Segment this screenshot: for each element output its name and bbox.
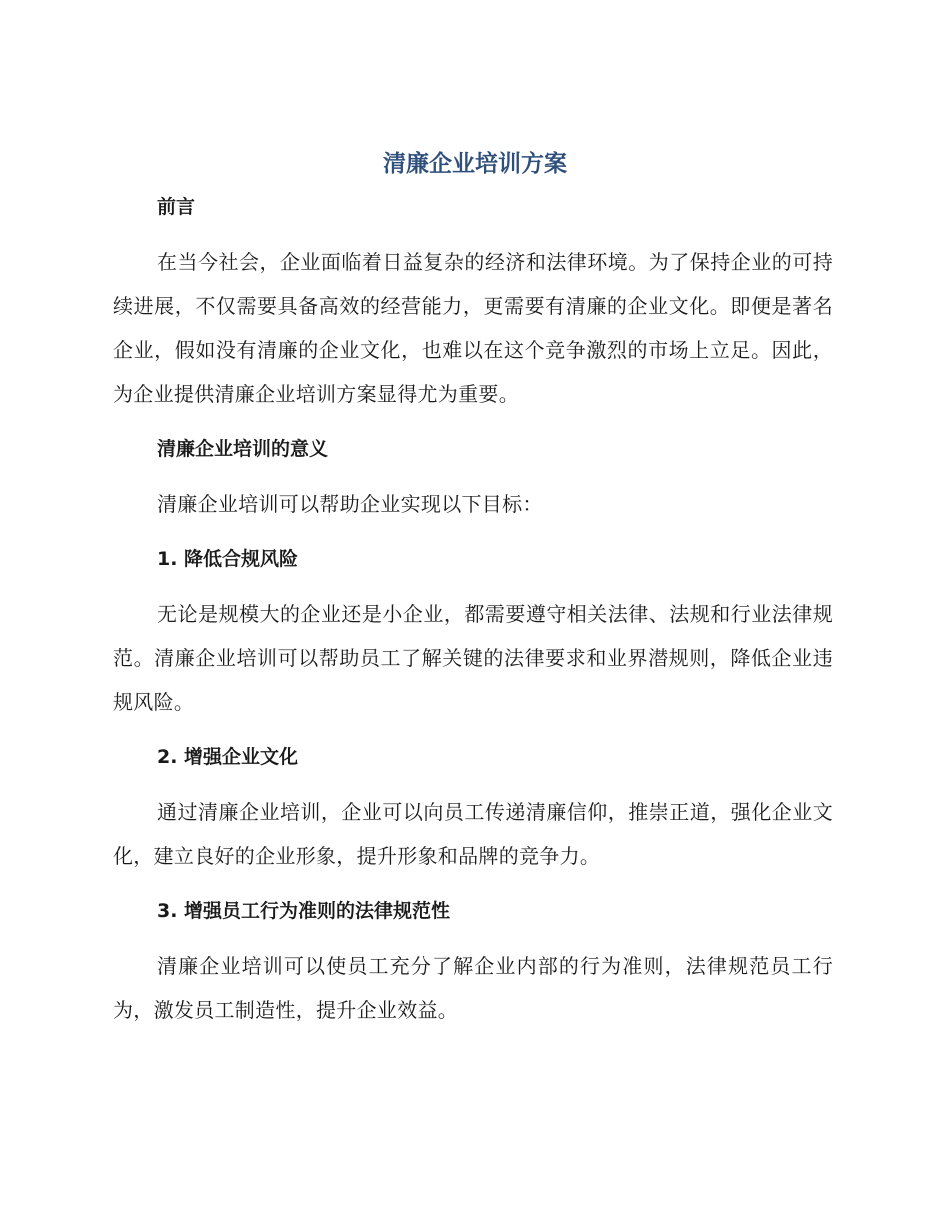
- section-heading-significance: 清廉企业培训的意义: [157, 438, 329, 460]
- item-heading-compliance: 1. 降低合规风险: [157, 548, 299, 570]
- significance-intro: 清廉企业培训可以帮助企业实现以下目标：: [157, 492, 543, 516]
- item-paragraph-compliance: 无论是规模大的企业还是小企业，都需要遵守相关法律、法规和行业法律规范。清廉企业培训可以帮助员工了解关键的法律要求和业界潜规则，降低企业违规风险。: [113, 602, 833, 714]
- document-title: 清廉企业培训方案: [383, 151, 567, 177]
- item-heading-culture: 2. 增强企业文化: [157, 746, 299, 768]
- document-body: [113, 188, 833, 1046]
- section-heading-preface: 前言: [157, 196, 196, 218]
- preface-paragraph: 在当今社会，企业面临着日益复杂的经济和法律环境。为了保持企业的可持续进展，不仅需要具备高效的经营能力，更需要有清廉的企业文化。即便是著名企业，假如没有清廉的企业文化，也难以在这个竞争激烈的市场上立足。因此，为企业提供清廉企业培训方案显得尤为重要。: [113, 250, 833, 406]
- item-paragraph-culture: 通过清廉企业培训，企业可以向员工传递清廉信仰，推崇正道，强化企业文化，建立良好的企业形象，提升形象和品牌的竞争力。: [113, 800, 833, 868]
- item-paragraph-conduct: 清廉企业培训可以使员工充分了解企业内部的行为准则，法律规范员工行为，激发员工制造性，提升企业效益。: [113, 954, 833, 1022]
- item-heading-conduct: 3. 增强员工行为准则的法律规范性: [157, 900, 451, 922]
